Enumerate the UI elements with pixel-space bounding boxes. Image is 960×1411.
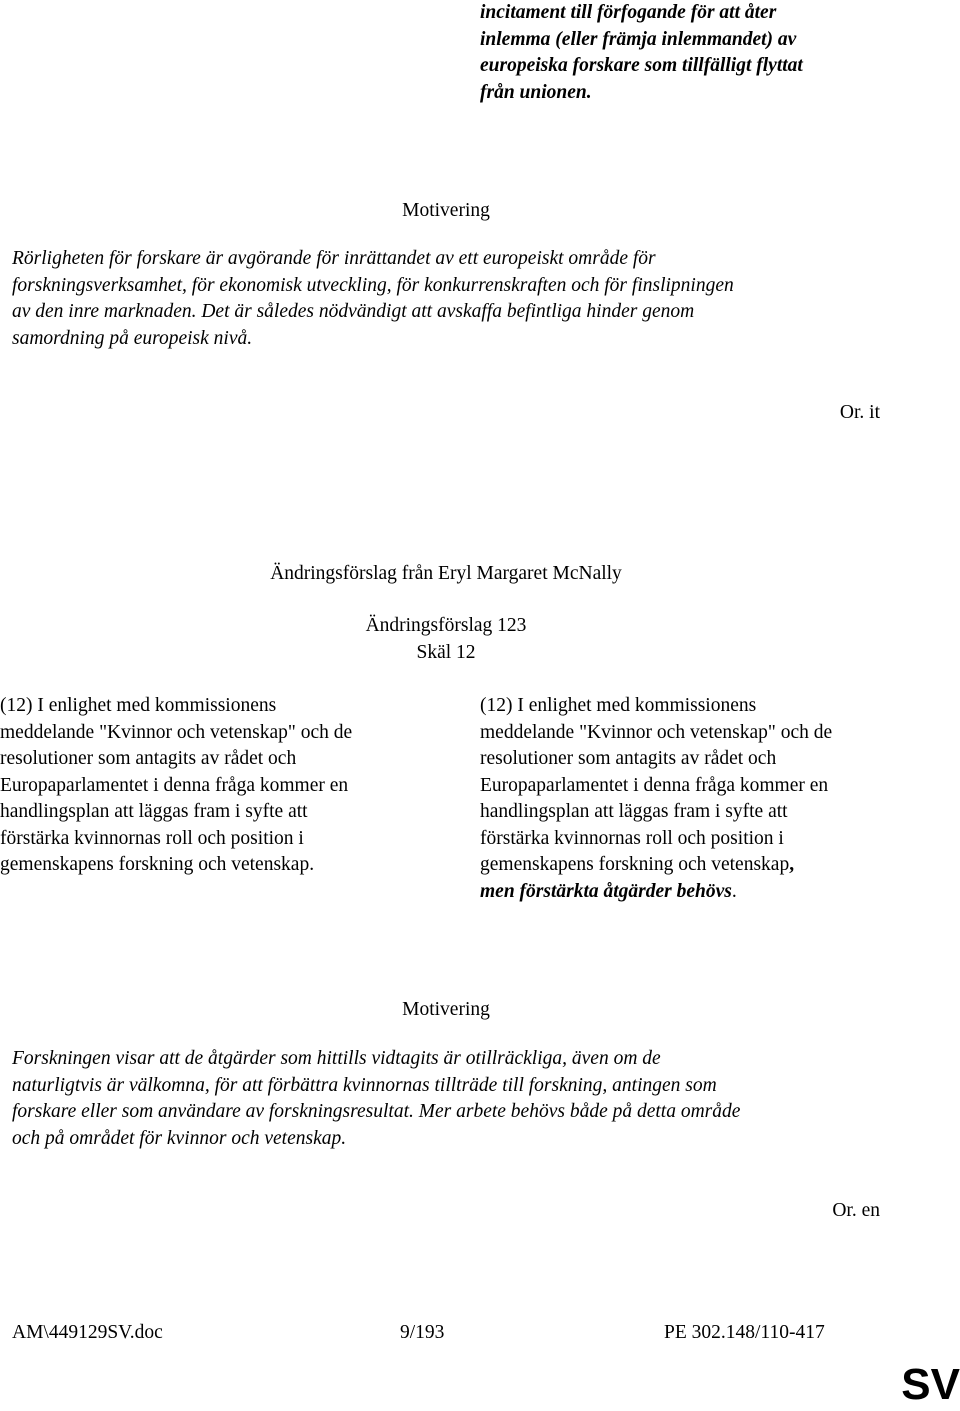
text-line: Rörligheten för forskare är avgörande för inrättandet av ett europeiskt område för [12, 248, 656, 269]
text-line: forskningsverksamhet, för ekonomisk utveckling, för konkurrenskraften och för finslipningen [12, 274, 734, 296]
text-line: resolutioner som antagits av rådet och [0, 748, 297, 769]
text-line: Forskningen visar att de åtgärder som hittills vidtagits är otillräckliga, även om de [12, 1048, 661, 1069]
added-text: men förstärkta åtgärder behövs [480, 880, 732, 902]
language-code: SV [901, 1360, 960, 1409]
amended-text-column [480, 693, 900, 905]
text-line: från unionen. [480, 81, 592, 103]
recital-reference: Skäl 12 [416, 642, 476, 663]
added-comma: , [789, 854, 795, 875]
text-line: förstärka kvinnornas roll och position i [0, 827, 304, 849]
footer-document-reference: AM\449129SV.doc [12, 1322, 163, 1343]
text-line: av den inre marknaden. Det är således nödvändigt att avskaffa befintliga hinder genom [12, 301, 695, 322]
text-line [480, 879, 900, 906]
justification-heading: Motivering [402, 999, 490, 1020]
text-line: samordning på europeisk nivå. [12, 327, 253, 349]
text-line: resolutioner som antagits av rådet och [480, 748, 777, 769]
text-line: forskare eller som användare av forskningsresultat. Mer arbete behövs både på detta område [12, 1101, 741, 1122]
original-language-label: Or. it [839, 402, 880, 423]
text-line: incitament till förfogande för att åter [480, 2, 777, 23]
text-line: (12) I enlighet med kommissionens [0, 695, 277, 716]
justification-heading: Motivering [402, 200, 490, 221]
justification-text [12, 246, 882, 352]
text-line: Europaparlamentet i denna fråga kommer en [480, 774, 829, 796]
footer-pe-reference: PE 302.148/110-417 [664, 1322, 825, 1343]
text-line: gemenskapens forskning och vetenskap. [0, 854, 315, 875]
amendment-number: Ändringsförslag 123 [365, 615, 527, 636]
text-fragment: . [731, 880, 737, 902]
text-line: handlingsplan att läggas fram i syfte att [480, 801, 788, 822]
original-language-label: Or. en [832, 1200, 880, 1221]
text-line: naturligtvis är välkomna, för att förbättra kvinnornas tillträde till forskning, antingen som [12, 1074, 717, 1096]
text-fragment: gemenskapens forskning och vetenskap [480, 854, 790, 875]
footer-page-number: 9/193 [400, 1322, 445, 1343]
text-line: inlemma (eller främja inlemmandet) av [480, 28, 797, 50]
text-line: meddelande "Kvinnor och vetenskap" och de [480, 721, 833, 743]
text-line: handlingsplan att läggas fram i syfte att [0, 801, 308, 822]
previous-amendment-text [480, 0, 880, 106]
text-line: förstärka kvinnornas roll och position i [480, 827, 784, 849]
original-text-column [0, 693, 440, 879]
text-line: meddelande "Kvinnor och vetenskap" och de [0, 721, 353, 743]
amendment-author: Ändringsförslag från Eryl Margaret McNally [270, 563, 622, 584]
text-line: europeiska forskare som tillfälligt flyttat [480, 55, 803, 76]
text-line [480, 852, 900, 879]
text-line: (12) I enlighet med kommissionens [480, 695, 757, 716]
text-line: Europaparlamentet i denna fråga kommer en [0, 774, 349, 796]
justification-text [12, 1046, 882, 1152]
text-line: och på området för kvinnor och vetenskap. [12, 1127, 347, 1149]
